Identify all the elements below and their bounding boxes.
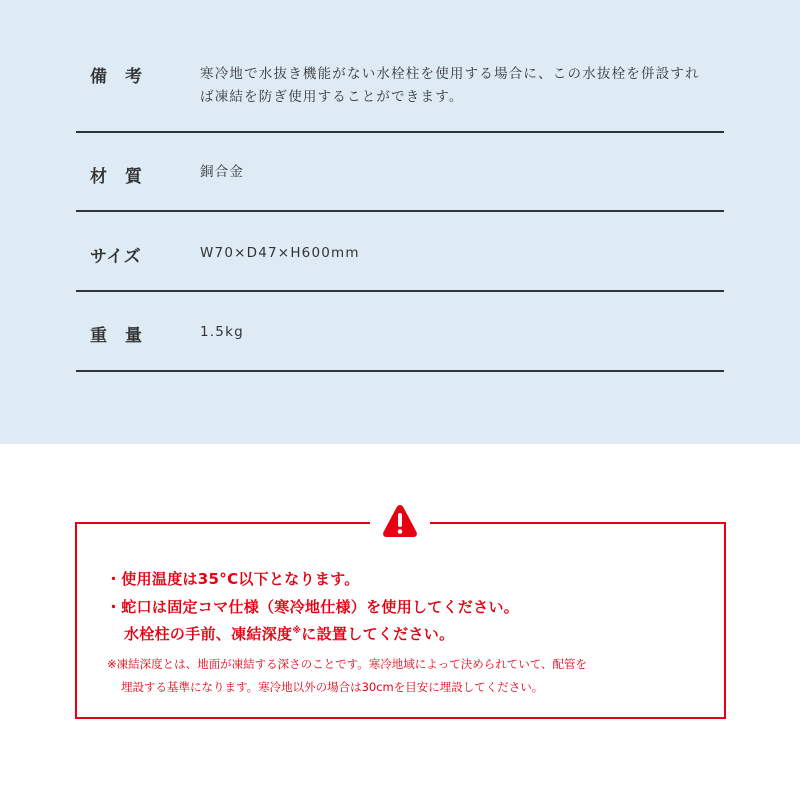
spec-value-weight: 1.5kg: [200, 324, 244, 340]
notice-install-position: [124, 623, 454, 644]
notice-faucet-spec: ・蛇口は固定コマ仕様（寒冷地仕様）を使用してください。: [106, 598, 520, 616]
notice-temperature: ・使用温度は35°C以下となります。: [106, 570, 360, 588]
spec-label-weight: 重 量: [90, 326, 143, 346]
footnote-line-1: ※凍結深度とは、地面が凍結する深さのことです。寒冷地域によって決められていて、配管を: [107, 657, 587, 671]
warning-badge: [370, 502, 430, 544]
spec-row-size: [76, 212, 724, 292]
spec-row-material: [76, 133, 724, 212]
spec-row-weight: [76, 292, 724, 372]
spec-row-remarks: [76, 0, 724, 133]
install-position-text-end: に設置してください。: [301, 625, 455, 643]
spec-label-remarks: 備 考: [90, 67, 143, 87]
install-position-text: 水栓柱の手前、凍結深度: [124, 625, 293, 643]
spec-value-size: W70×D47×H600mm: [200, 245, 360, 261]
footnote-line-2: 埋設する基準になります。寒冷地以外の場合は30cmを目安に埋設してください。: [121, 680, 544, 694]
spec-label-material: 材 質: [90, 167, 143, 187]
spec-label-size: サイズ: [90, 247, 142, 267]
footnote-mark: ※: [292, 626, 302, 636]
warning-icon: [381, 502, 419, 542]
spec-value-material: 銅合金: [200, 164, 245, 180]
spec-value-remarks: 寒冷地で水抜き機能がない水栓柱を使用する場合に、この水抜栓を併設すれば凍結を防ぎ使用することができます。: [200, 66, 700, 105]
